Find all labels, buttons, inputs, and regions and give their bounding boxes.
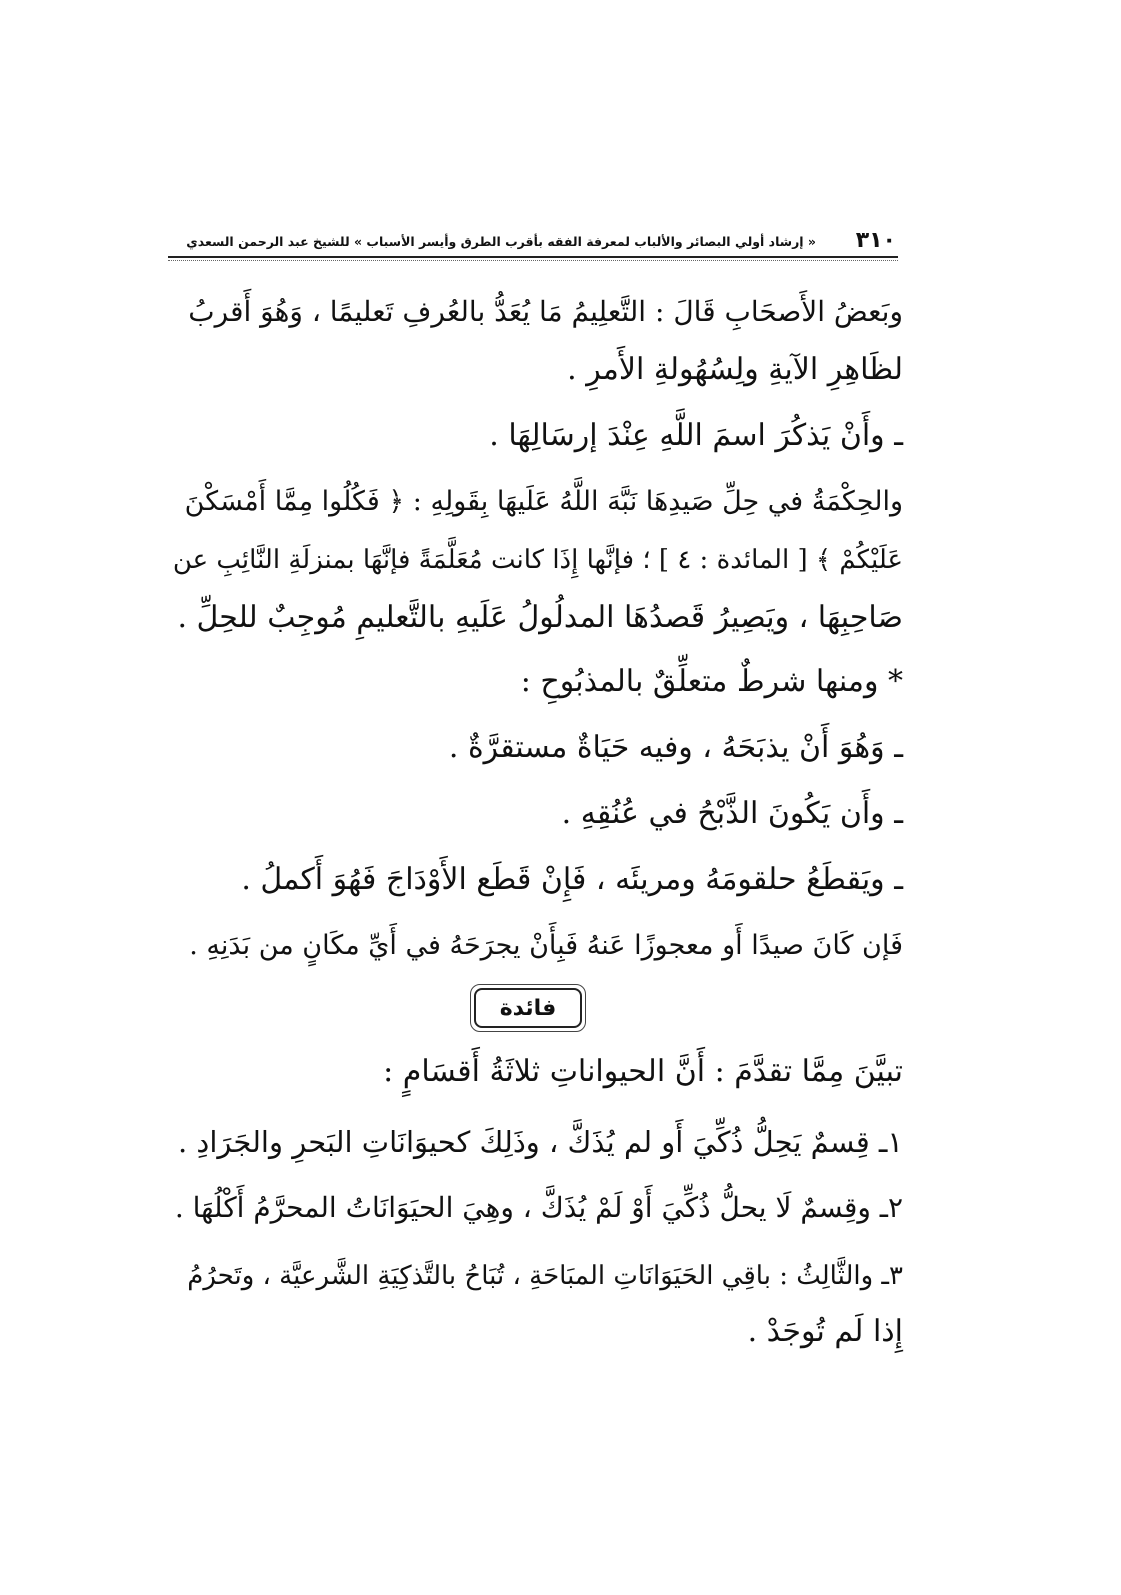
text-line-16: إِذا لَم تُوجَدْ .	[747, 1314, 903, 1349]
text-line-8: ـ وَهُوَ أَنْ يذبَحَهُ ، وفيه حَيَاةٌ مستقرَّةٌ .	[448, 730, 903, 765]
page-number: ٣١٠	[855, 228, 896, 253]
text-line-4: والحِكْمَةُ في حِلِّ صَيدِهَا نَبَّهَ اللَّهُ عَلَيهَا بِقَولِهِ : ﴿ فَكُلُوا مِمَّا أَمْسَكْنَ	[184, 486, 903, 517]
text-line-1: وبَعضُ الأَصحَابِ قَالَ : التَّعلِيمُ مَا يُعَدُّ بالعُرفِ تَعليمًا ، وَهُوَ أَقربُ	[188, 295, 903, 328]
text-line-7: * ومنها شرطٌ متعلِّقٌ بالمذبُوحِ :	[520, 664, 903, 699]
text-line-13: ١ـ قِسمٌ يَحِلُّ ذُكِّيَ أَو لم يُذَكَّ ، وذَلِكَ كحيوَانَاتِ البَحرِ والجَرَادِ .	[177, 1125, 903, 1159]
header-rule-dotted	[168, 260, 898, 261]
running-title: « إرشاد أولي البصائر والألباب لمعرفة الفقه بأقرب الطرق وأيسر الأسباب » للشيخ عبد الرحمن السعدي	[186, 234, 816, 249]
text-line-11: فَإن كَانَ صيدًا أَو معجوزًا عَنهُ فَبِأَنْ يجرَحَهُ في أَيِّ مكَانٍ من بَدَنِهِ .	[189, 930, 903, 961]
text-line-15: ٣ـ والثَّالِثُ : باقِي الحَيَوَانَاتِ المبَاحَةِ ، تُبَاحُ بالتَّذكِيَةِ الشَّرعيَّة ، وتَحرُمُ	[187, 1261, 903, 1291]
text-line-14: ٢ـ وقِسمٌ لَا يحلُّ ذُكِّيَ أَوْ لَمْ يُذَكَّ ، وهِيَ الحيَوَانَاتُ المحرَّمُ أَكْلُهَا .	[174, 1191, 903, 1224]
note-box-label: فائدة	[474, 988, 582, 1028]
text-line-6: صَاحِبِهَا ، ويَصِيرُ قَصدُهَا المدلُولُ عَلَيهِ بالتَّعليمِ مُوجِبٌ للحِلِّ .	[177, 600, 903, 635]
text-line-3: ـ وأَنْ يَذكُرَ اسمَ اللَّهِ عِنْدَ إرسَالِهَا .	[489, 418, 903, 453]
text-line-9: ـ وأَن يَكُونَ الذَّبْحُ في عُنُقِهِ .	[561, 796, 903, 831]
header-rule	[168, 256, 898, 258]
text-line-12: تبيَّنَ مِمَّا تقدَّمَ : أَنَّ الحيواناتِ ثلاثَةُ أَقسَامٍ :	[383, 1054, 903, 1089]
text-line-10: ـ ويَقطَعُ حلقومَهُ ومريئَه ، فَإِنْ قَطَع الأَوْدَاجَ فَهُوَ أَكملُ .	[241, 862, 903, 897]
page-header	[168, 224, 896, 258]
text-line-5: عَلَيْكُمْ ﴾ [ المائدة : ٤ ] ؛ فإنَّها إِذَا كانت مُعَلَّمَةً فإنَّهَا بمنزلَةِ النَّائِبِ عن	[172, 545, 903, 575]
text-line-2: لظَاهِرِ الآيةِ ولِسُهُولةِ الأَمرِ .	[567, 352, 903, 387]
